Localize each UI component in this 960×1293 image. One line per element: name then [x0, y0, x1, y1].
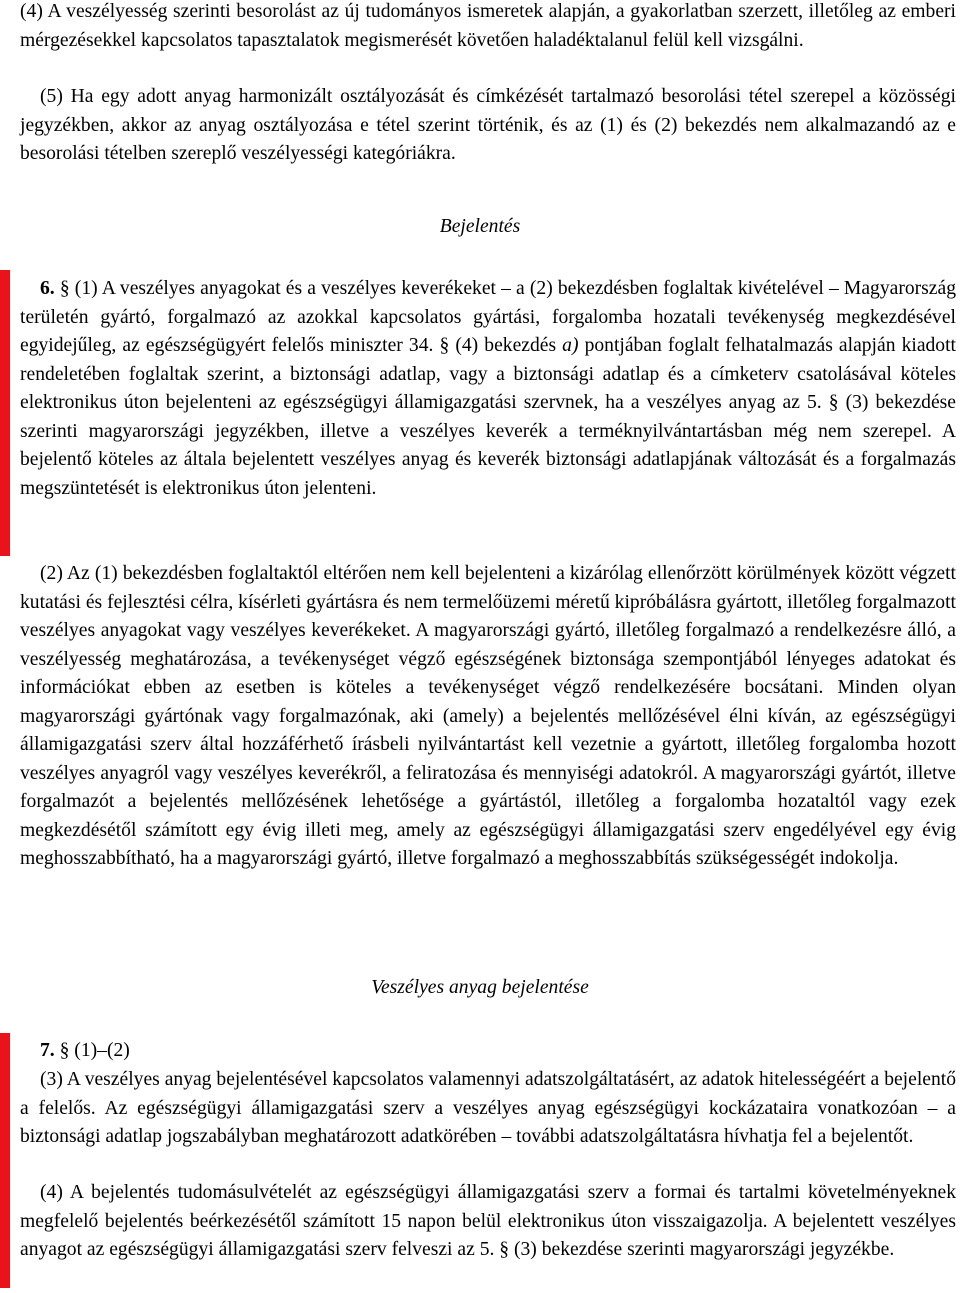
section-6-paragraph-1	[20, 275, 956, 503]
section-7-paragraph-1	[20, 1037, 956, 1066]
section-7-paragraph-3: (3) A veszélyes anyag bejelentésével kapcsolatos valamennyi adatszolgáltatásért, az adatok hitelességéért a bejelentő a felelős. Az egészségügyi államigazgatási szerv a veszélyes anyag egészségügyi kockázataira vonatkozóan – a biztonsági adatlap jogszabályban meghatározott adatkörében – további adatszolgáltatásra hívhatja fel a bejelentőt.	[20, 1069, 956, 1147]
section-number: 7.	[40, 1040, 55, 1061]
section-7-text: (1)–(2)	[69, 1040, 130, 1061]
point-reference: a)	[562, 335, 579, 356]
change-bar	[0, 1033, 10, 1288]
section-7-paragraph-4: (4) A bejelentés tudomásulvételét az egészségügyi államigazgatási szerv a formai és tartalmi követelményeknek megfelelő bejelentés beérkezésétől számított 15 napon belül elektronikus úton visszaigazolja. A bejelentett veszélyes anyagot az egészségügyi államigazgatási szerv felveszi az 5. § (3) bekezdése szerinti magyarországi jegyzékbe.	[20, 1182, 956, 1260]
section-sign: §	[59, 1040, 70, 1061]
section-heading-veszelyes-anyag: Veszélyes anyag bejelentése	[371, 977, 589, 998]
change-bar	[0, 270, 10, 556]
section-6-text-b: pontjában foglalt felhatalmazás alapján kiadott rendeletében foglaltak szerint, a biztonsági adatlap, vagy a biztonsági adatlap és a címketerv csatolásával köteles elektronikus úton bejelenteni az egészségügyi államigazgatási szervnek, ha a veszélyes anyag az 5. § (3) bekezdése szerinti magyarországi jegyzékben, illetve a veszélyes keverék a terméknyilvántartásban még nem szerepel. A bejelentő köteles az általa bejelentett veszélyes anyag és keverék biztonsági adatlapjának változását és a forgalmazás megszüntetését is elektronikus úton jelenteni.	[20, 335, 956, 499]
section-number: 6.	[40, 278, 55, 299]
section-6-text-a: (1) A veszélyes anyagokat és a veszélyes keverékeket – a (2) bekezdésben foglaltak kivételével – Magyarország területén gyártó, forgalmazó az azokkal kapcsolatos gyártási, forgalomba hozatali tevékenység megkezdésével egyidejűleg, az egészségügyért felelős miniszter 34. § (4) bekezdés	[20, 278, 956, 356]
paragraph-5: (5) Ha egy adott anyag harmonizált osztályozását és címkézését tartalmazó besorolási tétel szerepel a közösségi jegyzékben, akkor az anyag osztályozása e tétel szerint történik, és az (1) és (2) bekezdés nem alkalmazandó az e besorolási tételben szereplő veszélyességi kategóriákra.	[20, 86, 956, 164]
section-sign: §	[59, 278, 70, 299]
section-6-paragraph-2: (2) Az (1) bekezdésben foglaltaktól eltérően nem kell bejelenteni a kizárólag ellenőrzött körülmények között végzett kutatási és fejlesztési célra, kísérleti gyártásra és nem termelőüzemi méretű kipróbálásra gyártott, illetőleg forgalmazott veszélyes anyagokat vagy veszélyes keverékeket. A magyarországi gyártó, illetőleg forgalmazó a rendelkezésre álló, a veszélyesség meghatározása, a tevékenységet végző egészségének biztonsága szempontjából lényeges adatokat és információkat ebben az esetben is köteles a tevékenységet végző rendelkezésére bocsátani. Minden olyan magyarországi gyártónak vagy forgalmazónak, aki (amely) a bejelentés mellőzésével élni kíván, az egészségügyi államigazgatási szerv által hozzáférhető írásbeli nyilvántartást kell vezetnie a gyártott, illetőleg forgalomba hozott veszélyes anyagról vagy veszélyes keverékről, a feliratozása és mennyiségi adatokról. A magyarországi gyártót, illetve forgalmazót a bejelentés mellőzésének lehetősége a gyártástól, illetőleg a forgalomba hozataltól vagy ezek megkezdésétől számított egy évig illeti meg, amely az egészségügyi államigazgatási szerv engedélyével egy évig meghosszabbítható, ha a magyarországi gyártó, illetve forgalmazó a meghosszabbítás szükségességét indokolja.	[20, 563, 956, 869]
paragraph-4: (4) A veszélyesség szerinti besorolást az új tudományos ismeretek alapján, a gyakorlatban szerzett, illetőleg az emberi mérgezésekkel kapcsolatos tapasztalatok megismerését követően haladéktalanul felül kell vizsgálni.	[20, 1, 956, 51]
section-heading-bejelentes: Bejelentés	[439, 216, 521, 237]
